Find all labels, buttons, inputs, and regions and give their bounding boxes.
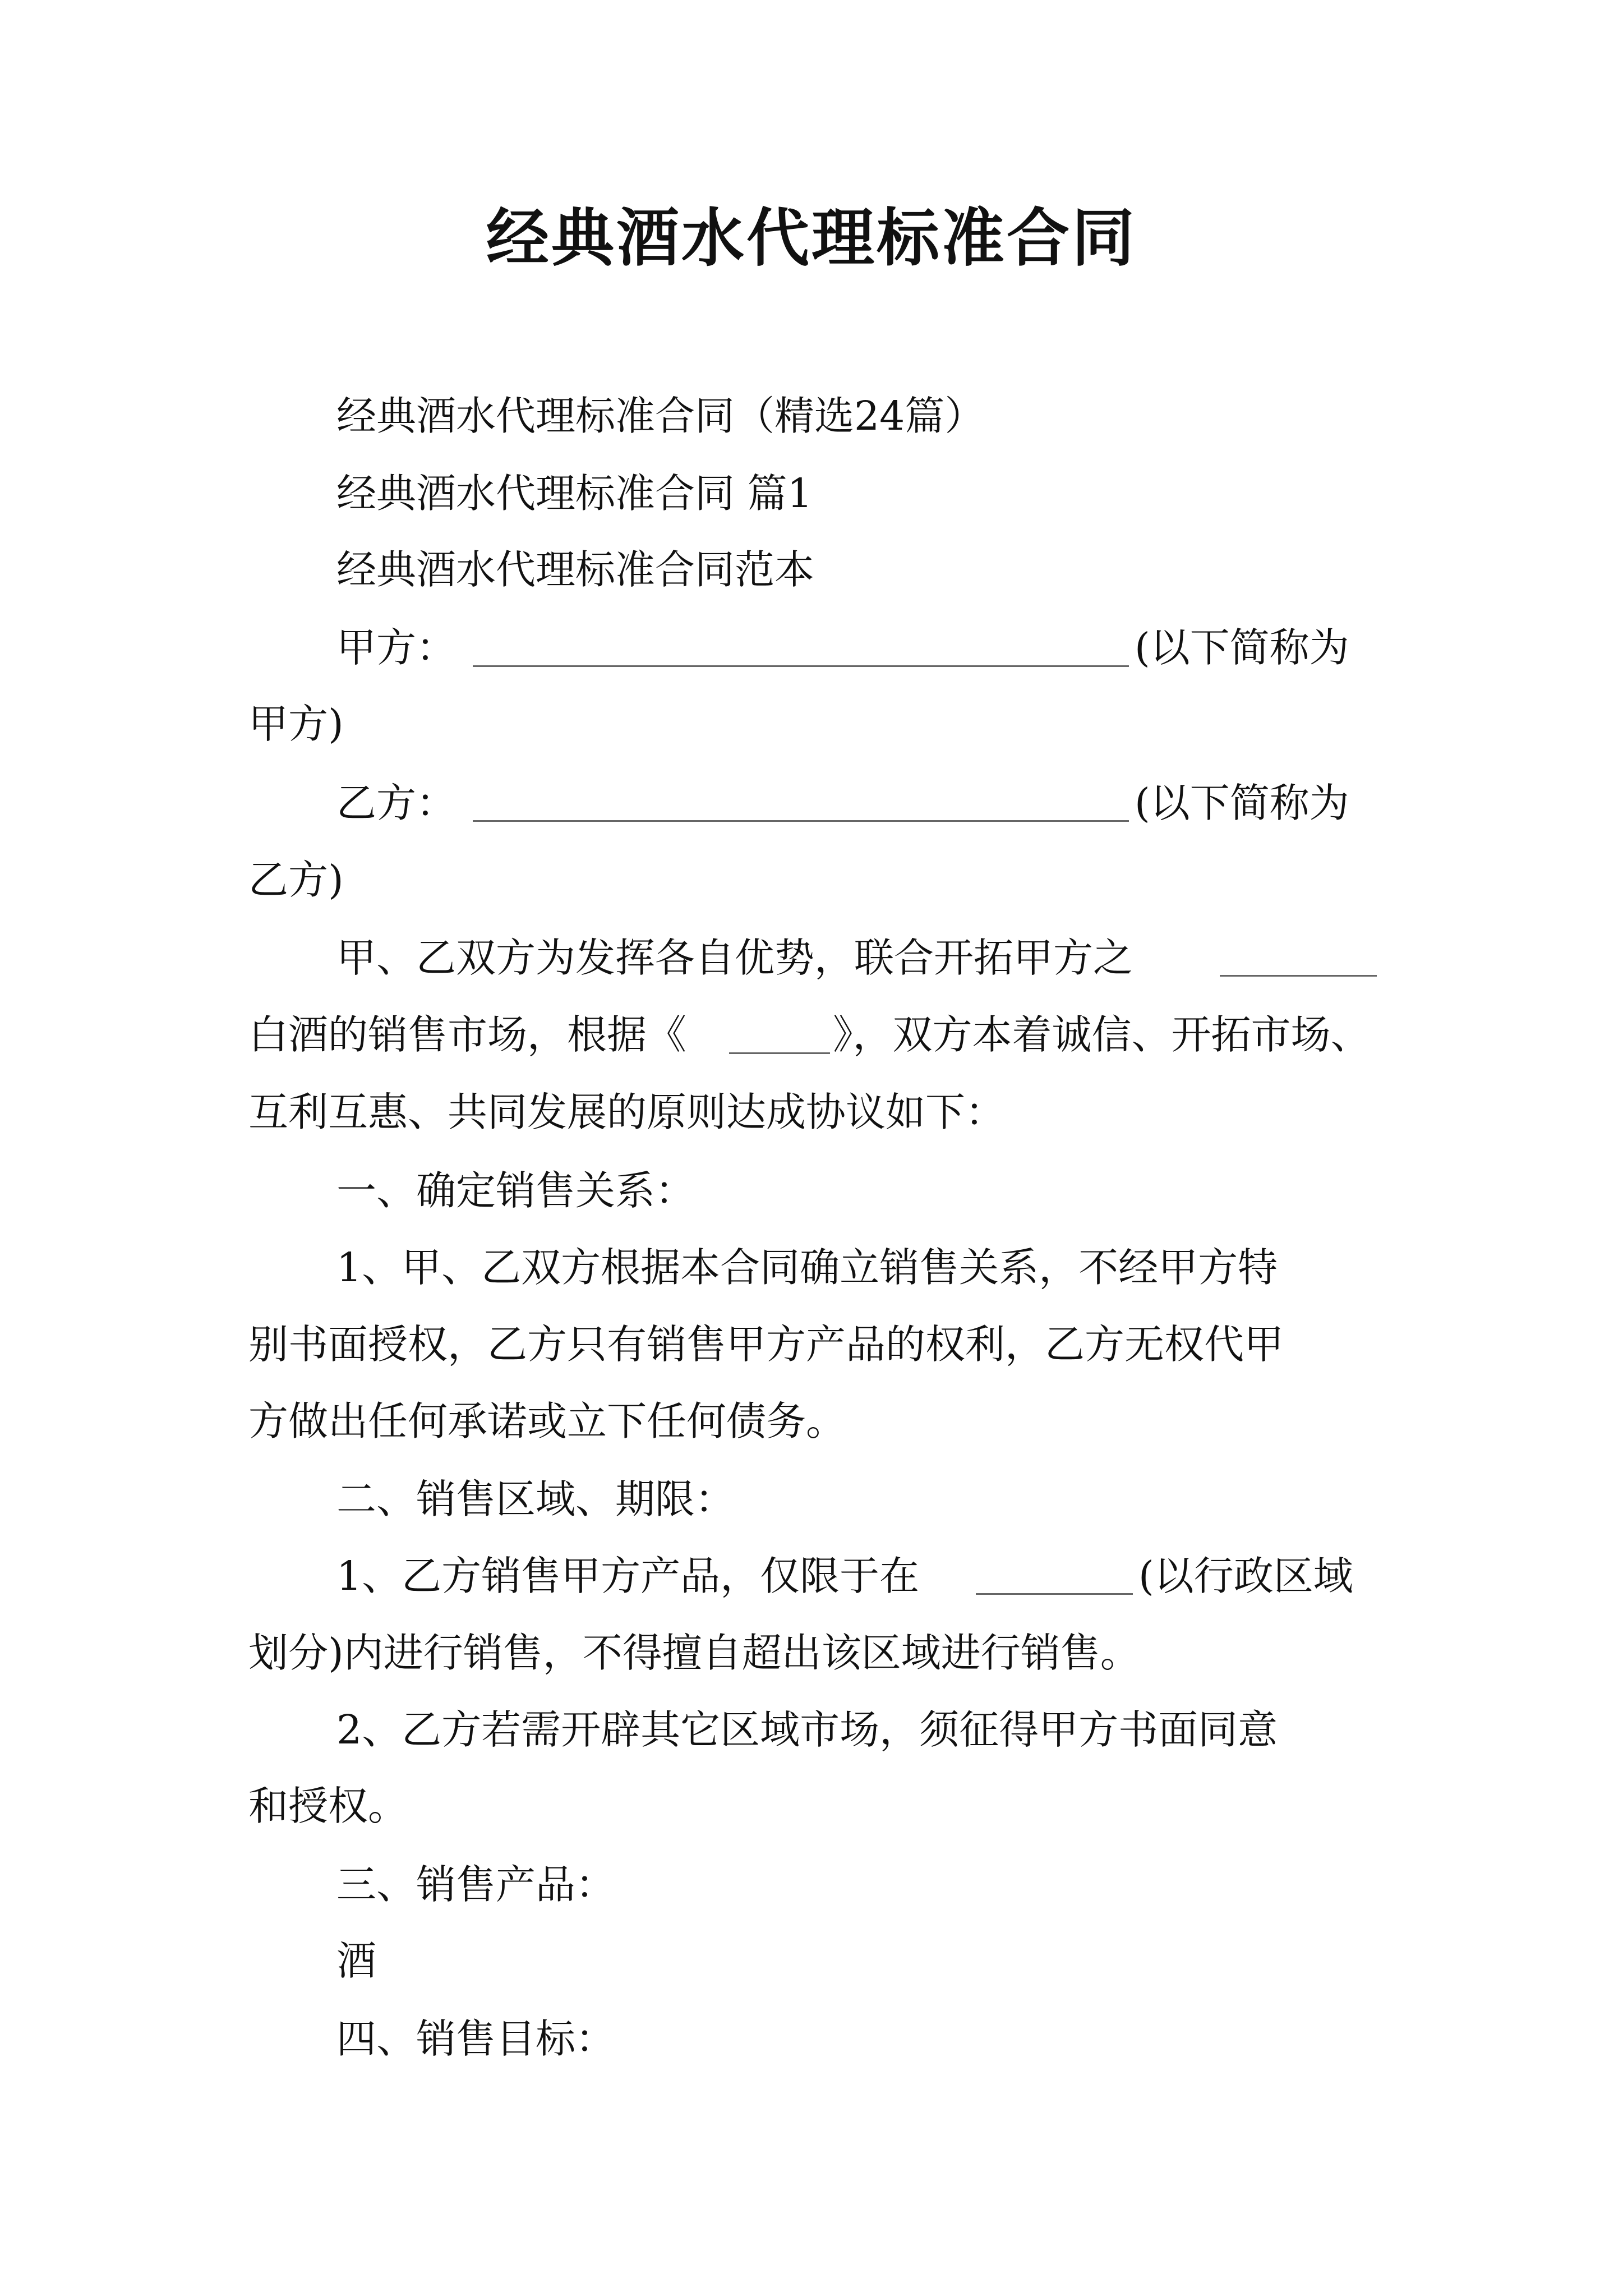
paragraph-line: 1、乙方销售甲方产品，仅限于在 (336, 1553, 920, 1599)
party-a-suffix: (以下简称为 (1135, 624, 1349, 671)
agreement-blank (729, 1052, 830, 1054)
section-heading: 一、确定销售关系： (336, 1167, 695, 1214)
paragraph-line: 》，双方本着诚信、开拓市场、 (833, 1011, 1371, 1058)
paragraph-line: 互利互惠、共同发展的原则达成协议如下： (248, 1089, 1006, 1135)
section-heading: 三、销售产品： (336, 1861, 616, 1908)
party-b-label: 乙方： (336, 780, 457, 826)
section-heading: 经典酒水代理标准合同 篇1 (336, 470, 813, 517)
paragraph-line: 别书面授权，乙方只有销售甲方产品的权利，乙方无权代甲 (248, 1321, 1284, 1368)
paragraph-line: 划分)内进行销售，不得擅自超出该区域进行销售。 (248, 1630, 1140, 1676)
paragraph-line: (以行政区域 (1138, 1553, 1353, 1599)
party-a-blank (473, 665, 1129, 667)
product-blank (1220, 975, 1377, 977)
paragraph-line: 1、甲、乙双方根据本合同确立销售关系，不经甲方特 (336, 1244, 1278, 1291)
paragraph-line: 甲、乙双方为发挥各自优势，联合开拓甲方之 (336, 935, 1133, 981)
section-heading: 二、销售区域、期限： (336, 1476, 735, 1522)
party-b-tail: 乙方) (248, 857, 344, 903)
region-blank (976, 1593, 1133, 1595)
paragraph-line: 2、乙方若需开辟其它区域市场，须征得甲方书面同意 (336, 1706, 1278, 1753)
party-b-blank (473, 820, 1129, 822)
paragraph-line: 酒 (336, 1938, 377, 1984)
party-b-suffix: (以下简称为 (1135, 780, 1349, 826)
paragraph-line: 白酒的销售市场，根据《 (248, 1011, 687, 1058)
paragraph-line: 和授权。 (248, 1783, 408, 1829)
section-heading: 四、销售目标： (336, 2016, 616, 2062)
subtitle-line: 经典酒水代理标准合同（精选24篇） (336, 393, 985, 439)
section-heading: 经典酒水代理标准合同范本 (336, 546, 815, 593)
party-a-label: 甲方： (336, 624, 457, 671)
paragraph-line: 方做出任何承诺或立下任何债务。 (248, 1398, 846, 1444)
party-a-tail: 甲方) (248, 701, 344, 747)
document-title: 经典酒水代理标准合同 (486, 201, 1137, 275)
